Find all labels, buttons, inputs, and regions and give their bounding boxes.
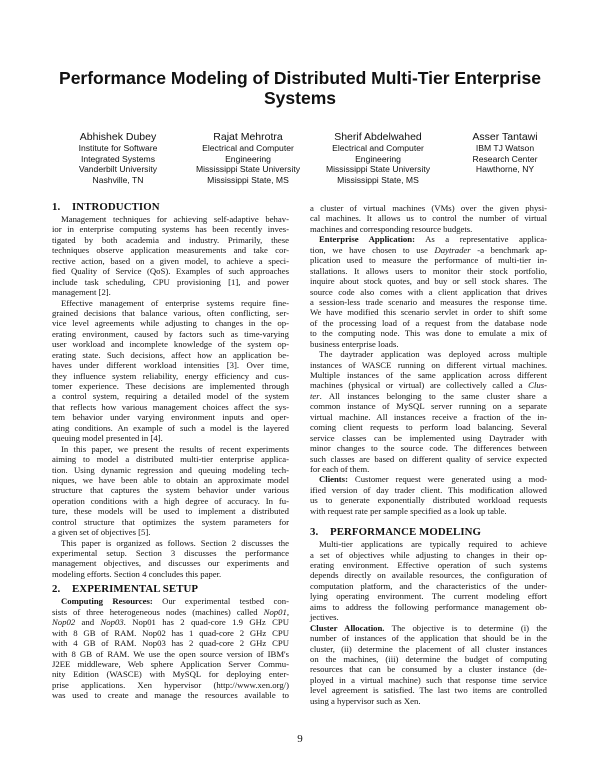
text-run: and	[75, 617, 101, 628]
paragraph	[310, 234, 547, 349]
section-number: 2.	[52, 583, 61, 596]
text-line: nity Edition (WASCE) with MySQL for deploying enter-	[52, 669, 289, 680]
text-line: In this paper, we present the results of recent experiments	[61, 443, 289, 454]
text-line	[52, 596, 289, 606]
text-line: tem behavior under varying environment inputs and oper-	[52, 412, 289, 423]
text-line: aiming to model a distributed multi-tier enterprise applica-	[52, 454, 289, 465]
italic-text: ter	[310, 390, 320, 401]
left-column	[52, 201, 289, 701]
text-line: source code also comes with a client application that drives	[310, 286, 547, 297]
text-line: stallations. It allows users to monitor their stock portfolio,	[310, 265, 547, 276]
author-affiliation: Mississippi State, MS	[337, 174, 419, 185]
text-line: business enterprise loads.	[310, 338, 399, 349]
author-name: Sherif Abdelwahed	[334, 131, 422, 143]
text-run: tion, we have chosen to use	[310, 244, 435, 255]
text-line: structure that captures the system behavior under various	[52, 485, 289, 496]
text-line: ployed in a virtual machine) such that response time service	[310, 674, 547, 685]
italic-text: Daytrader	[434, 244, 471, 255]
paragraph	[52, 214, 289, 298]
text-run: Our experimental testbed con-	[152, 596, 289, 607]
text-line: on the machines, (iii) determine the budget of computing	[310, 653, 547, 664]
text-line	[52, 607, 289, 617]
italic-text: Clus-	[528, 380, 547, 391]
text-line: include task scheduling, CPU provisioning [1], and power	[52, 276, 289, 287]
author-affiliation: Research Center	[472, 153, 538, 164]
text-line: for each of them.	[310, 463, 370, 474]
text-line: ified version of day trader client. This modification allowed	[310, 484, 547, 495]
text-line: with request rate per sample specified as a look up table.	[310, 505, 507, 516]
text-line: grained decisions that balance various, often conflicting, ser-	[52, 307, 289, 318]
text-line: with 4 GB of RAM. Nop03 has 2 quad-core 2 GHz CPU	[52, 638, 289, 649]
text-line: coming client requests to perform load balancing. Several	[310, 422, 547, 433]
text-line: experimental setup. Section 3 discusses the performance	[52, 548, 289, 558]
text-run: . Nop01 has 2 quad-core 1.9 GHz CPU	[123, 617, 290, 628]
section-title: PERFORMANCE MODELING	[330, 526, 482, 539]
text-line: The daytrader application was deployed across multiple	[319, 349, 547, 360]
paragraph	[310, 349, 547, 474]
text-line: that reflects how various management choices affect the sys-	[52, 401, 289, 412]
text-line: erating environment. Effective operation of such systems	[310, 560, 547, 570]
text-line: niques, we have been able to obtain an approximate model	[52, 474, 289, 485]
text-line: machines and corresponding resource budgets.	[310, 223, 473, 234]
text-line	[52, 617, 289, 627]
text-line	[310, 380, 547, 390]
text-line: a control system, requiring a detailed model of the system	[52, 391, 289, 402]
paragraph	[310, 623, 547, 707]
text-line: depends directly on available resources, the configuration of	[310, 570, 547, 581]
text-line: with 8 GB of RAM. We use the open source version of IBM's	[52, 648, 289, 659]
section-number: 1.	[52, 201, 61, 213]
author-name: Asser Tantawi	[472, 131, 538, 143]
author-affiliation: Electrical and Computer	[202, 143, 294, 153]
section-title: EXPERIMENTAL SETUP	[72, 583, 199, 596]
text-line: common instance of MySQL server running on a separate	[310, 401, 547, 412]
section-title: INTRODUCTION	[72, 201, 160, 213]
text-line	[310, 245, 547, 255]
text-line: lying operating environment. The current modeling effort	[310, 591, 547, 602]
text-line: number of instances of the application that should be in the	[310, 633, 547, 644]
text-line: plication used to measure the performance of multi-tier in-	[310, 255, 547, 266]
paper-title	[0, 68, 600, 108]
author-affiliation: Electrical and Computer	[332, 143, 424, 153]
text-line: erating state. Such decisions, affect how an application be-	[52, 349, 289, 360]
text-line: jectives.	[310, 612, 339, 623]
text-line: tion. Using dynamic regression and queuing modeling tech-	[52, 464, 289, 475]
author-affiliation: Engineering	[355, 153, 401, 164]
author-affiliation: Institute for Software	[78, 143, 158, 153]
author-name: Rajat Mehrotra	[213, 131, 283, 143]
author-name: Abhishek Dubey	[79, 131, 157, 143]
text-line: they influence system reliability, energy efficiency and cus-	[52, 370, 289, 381]
text-run: -a benchmark ap-	[470, 244, 547, 255]
author	[425, 131, 585, 175]
section-heading	[52, 201, 289, 214]
text-line: control structure that optimizes the system parameters for	[52, 516, 289, 527]
text-line: erating environment, caused by factors such as time-varying	[52, 328, 289, 339]
page-number: 9	[297, 733, 303, 745]
italic-text: Nop01,	[263, 606, 289, 617]
text-line	[310, 623, 547, 633]
text-line: ating conditions. An example of such a model is the layered	[52, 422, 289, 433]
text-line: queuing model presented in [4].	[52, 433, 163, 444]
paragraph	[310, 203, 547, 234]
right-column	[310, 203, 547, 706]
text-line: tomer experience. These decisions are implemented through	[52, 381, 289, 391]
author-affiliation: Hawthorne, NY	[475, 164, 535, 175]
text-line: Multi-tier applications are typically required to achieve	[319, 539, 547, 550]
text-line: We have modified this scenario servlet in order to shift some	[310, 307, 547, 318]
text-line: prise applications. Xen hypervisor (http://www.xen.org/)	[52, 679, 289, 690]
text-line: vice level agreements while adjusting to changes in the op-	[52, 318, 289, 329]
text-line: such classes are based on different quality of service expected	[310, 453, 547, 464]
paragraph	[310, 539, 547, 623]
run-in-heading: Cluster Allocation.	[310, 622, 385, 633]
text-line: inquire about stock quotes, and buy or sell stock shares. The	[310, 276, 547, 287]
italic-text: Nop02	[52, 617, 76, 628]
text-line: a cluster of virtual machines (VMs) over the given physi-	[310, 203, 547, 213]
text-line: management [2].	[52, 287, 111, 298]
text-line: a set of objectives while adjusting to changes in their op-	[310, 549, 547, 560]
author-affiliation: IBM TJ Watson	[475, 143, 535, 153]
text-line	[310, 391, 547, 401]
text-line: of the processing load of a request from the database node	[310, 317, 547, 328]
paragraph	[52, 538, 289, 580]
text-line: Management techniques for achieving self-adaptive behav-	[61, 214, 289, 224]
author-affiliation: Vanderbilt University	[78, 164, 158, 175]
paragraph	[52, 596, 289, 700]
text-line	[310, 234, 547, 244]
text-line: ior in enterprise computing systems has been recently inves-	[52, 224, 289, 235]
text-run: . All instances belonging to the same cluster share a	[319, 390, 547, 401]
text-line: was used to create and manage the resources available to	[52, 690, 289, 701]
author-affiliation: Mississippi State University	[325, 164, 431, 175]
text-line: virtual machine. All instances receive a fraction of the in-	[310, 411, 547, 422]
text-run: sists of three heterogeneous nodes (machines) called	[52, 606, 264, 617]
text-line: aims to address the following performance management ob-	[310, 601, 547, 612]
text-line: a session-less trade scenario and measures the response time.	[310, 296, 547, 307]
author-affiliation: Engineering	[225, 153, 271, 164]
text-line: modeling efforts. Section 4 concludes this paper.	[52, 568, 222, 579]
section-heading	[52, 583, 289, 596]
run-in-heading: Enterprise Application:	[319, 234, 415, 245]
text-run: machines (physical or virtual) are collectively called a	[310, 380, 529, 391]
title-line: Systems	[264, 88, 336, 108]
text-line: J2EE middleware, Web sphere Application Server Commu-	[52, 658, 289, 669]
text-line: minor changes to the source code. The differences between	[310, 443, 547, 454]
text-line: operation conditions with a high degree of accuracy. In fu-	[52, 495, 289, 506]
text-line: Multiple instances of the same application across different	[310, 370, 547, 380]
section-heading	[310, 526, 547, 539]
text-line: This paper is organized as follows. Section 2 discusses the	[61, 537, 289, 548]
text-line: user workload and incomplete knowledge of the system op-	[52, 339, 289, 350]
section-number: 3.	[310, 526, 319, 539]
text-line: resources that can be consumed by a cluster instance (de-	[310, 664, 547, 675]
text-line: Effective management of enterprise systems require fine-	[61, 297, 289, 308]
text-line: fied Quality of Service (QoS). Examples of such approaches	[52, 266, 289, 277]
italic-text: Nop03	[100, 617, 124, 628]
paragraph	[52, 444, 289, 538]
author-affiliation: Mississippi State University	[195, 164, 301, 175]
paragraph	[310, 474, 547, 516]
text-line: cal machines. It allows us to control the number of virtual	[310, 213, 547, 224]
text-line: instances of WASCE running on different virtual machines.	[310, 359, 547, 370]
text-line: to the computing node. This was done to emulate a mix of	[310, 328, 547, 339]
text-line: service classes can be implemented using Daytrader with	[310, 432, 547, 443]
text-line: computation platform, and the characteristics of the under-	[310, 580, 547, 591]
text-run: Customer request were generated using a mod-	[347, 474, 547, 485]
text-line: techniques observe application measurements and take cor-	[52, 245, 289, 256]
author-affiliation: Nashville, TN	[92, 174, 144, 185]
text-run: The objective is to determine (i) the	[384, 622, 547, 633]
text-line: haves under different workload intensities [3]. Over time,	[52, 360, 289, 371]
text-line: with 8 GB of RAM. Nop02 has 1 quad-core 2 GHz CPU	[52, 627, 289, 638]
author-affiliation: Integrated Systems	[80, 153, 156, 164]
author-affiliation: Mississippi State, MS	[207, 174, 289, 185]
run-in-heading: Clients:	[319, 474, 348, 485]
text-line: ture, these models will be used to implement a distributed	[52, 506, 289, 517]
run-in-heading: Computing Resources:	[61, 596, 153, 607]
text-run: As a representative applica-	[415, 234, 547, 245]
text-line: level agreement is satisfied. The last two items are controlled	[310, 685, 547, 696]
text-line: us to generate exponentially distributed workload requests	[310, 495, 547, 506]
paragraph	[52, 298, 289, 444]
text-line: a given set of objectives [5].	[52, 527, 151, 538]
text-line: rective action, based on a given model, to achieve a speci-	[52, 255, 289, 266]
text-line: cluster, (ii) determine the placement of all cluster instances	[310, 643, 547, 654]
text-line	[310, 474, 547, 484]
text-line: using a hypervisor such as Xen.	[310, 695, 421, 706]
text-line: management objectives, and discusses our experiments and	[52, 558, 289, 569]
title-line: Performance Modeling of Distributed Multi-Tier Enterprise	[59, 68, 541, 88]
text-line: tigated by both academia and industry. Primarily, these	[52, 234, 289, 245]
